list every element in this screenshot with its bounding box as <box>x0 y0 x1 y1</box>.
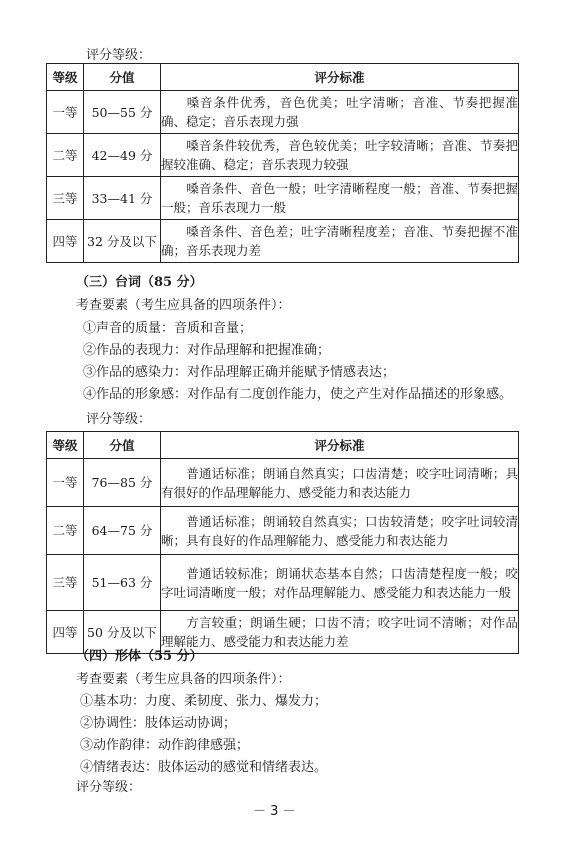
row-score: 50—55 分 <box>84 91 161 134</box>
header-score: 分值 <box>84 64 161 91</box>
section-intro: 考查要素（考生应具备的四项条件）： <box>76 672 291 687</box>
header-criteria: 评分标准 <box>161 432 519 459</box>
list-item: ①基本功：力度、柔韧度、张力、爆发力； <box>80 694 328 709</box>
grading-table-1 <box>46 63 519 263</box>
row-score: 50 分及以下 <box>84 611 161 654</box>
table-row <box>47 507 519 555</box>
table-row <box>47 91 519 134</box>
grading-label: 评分等级： <box>76 780 142 795</box>
row-criteria: 嗓音条件优秀，音色优美；吐字清晰；音准、节奏把握准确、稳定；音乐表现力强 <box>161 91 519 134</box>
grading-table-2 <box>46 431 519 654</box>
list-item: ③作品的感染力：对作品理解正确并能赋予情感表达； <box>83 365 396 380</box>
list-item: ④情绪表达：肢体运动的感觉和情绪表达。 <box>80 760 328 775</box>
row-score: 33—41 分 <box>84 177 161 220</box>
section-intro: 考查要素（考生应具备的四项条件）： <box>76 298 291 313</box>
table-header-row <box>47 64 519 91</box>
row-criteria: 嗓音条件、音色一般；吐字清晰程度一般；音准、节奏把握一般；音乐表现力一般 <box>161 177 519 220</box>
header-level: 等级 <box>47 64 84 91</box>
table-header-row <box>47 432 519 459</box>
list-item: ①声音的质量：音质和音量； <box>83 321 253 336</box>
row-level: 一等 <box>47 459 84 507</box>
section-title-lines: （三）台词（85 分） <box>76 275 203 290</box>
row-score: 32 分及以下 <box>84 220 161 263</box>
table-row <box>47 459 519 507</box>
table-row <box>47 220 519 263</box>
header-score: 分值 <box>84 432 161 459</box>
row-level: 四等 <box>47 611 84 654</box>
table-row <box>47 177 519 220</box>
row-level: 三等 <box>47 177 84 220</box>
row-score: 76—85 分 <box>84 459 161 507</box>
row-criteria: 普通话标准；朗诵自然真实；口齿清楚；咬字吐词清晰；具有很好的作品理解能力、感受能力和表达能力 <box>161 459 519 507</box>
row-criteria: 方言较重；朗诵生硬；口齿不清；咬字吐词不清晰；对作品理解能力、感受能力和表达能力差 <box>161 611 519 654</box>
row-level: 二等 <box>47 507 84 555</box>
list-item: ④作品的形象感：对作品有二度创作能力，使之产生对作品描述的形象感。 <box>83 387 513 402</box>
table-row <box>47 134 519 177</box>
grading-label: 评分等级： <box>86 412 152 427</box>
header-level: 等级 <box>47 432 84 459</box>
header-criteria: 评分标准 <box>161 64 519 91</box>
row-criteria: 嗓音条件较优秀，音色较优美；吐字较清晰；音准、节奏把握较准确、稳定；音乐表现力较强 <box>161 134 519 177</box>
list-item: ②协调性：肢体运动协调； <box>80 716 237 731</box>
row-score: 64—75 分 <box>84 507 161 555</box>
list-item: ②作品的表现力：对作品理解和把握准确； <box>83 343 331 358</box>
row-criteria: 普通话标准；朗诵较自然真实；口齿较清楚；咬字吐词较清晰；具有良好的作品理解能力、感受能力和表达能力 <box>161 507 519 555</box>
grading-label: 评分等级： <box>86 48 152 63</box>
row-level: 一等 <box>47 91 84 134</box>
row-level: 三等 <box>47 555 84 611</box>
row-level: 二等 <box>47 134 84 177</box>
table-row <box>47 555 519 611</box>
row-criteria: 嗓音条件、音色差；吐字清晰程度差；音准、节奏把握不准确；音乐表现力差 <box>161 220 519 263</box>
row-criteria: 普通话较标准；朗诵状态基本自然；口齿清楚程度一般；咬字吐词清晰度一般；对作品理解能力、感受能力和表达能力一般 <box>161 555 519 611</box>
row-level: 四等 <box>47 220 84 263</box>
row-score: 42—49 分 <box>84 134 161 177</box>
page-number: － 3 － <box>253 804 296 819</box>
row-score: 51—63 分 <box>84 555 161 611</box>
list-item: ③动作韵律：动作韵律感强； <box>80 738 250 753</box>
section-title-body: （四）形体（55 分） <box>76 649 203 664</box>
